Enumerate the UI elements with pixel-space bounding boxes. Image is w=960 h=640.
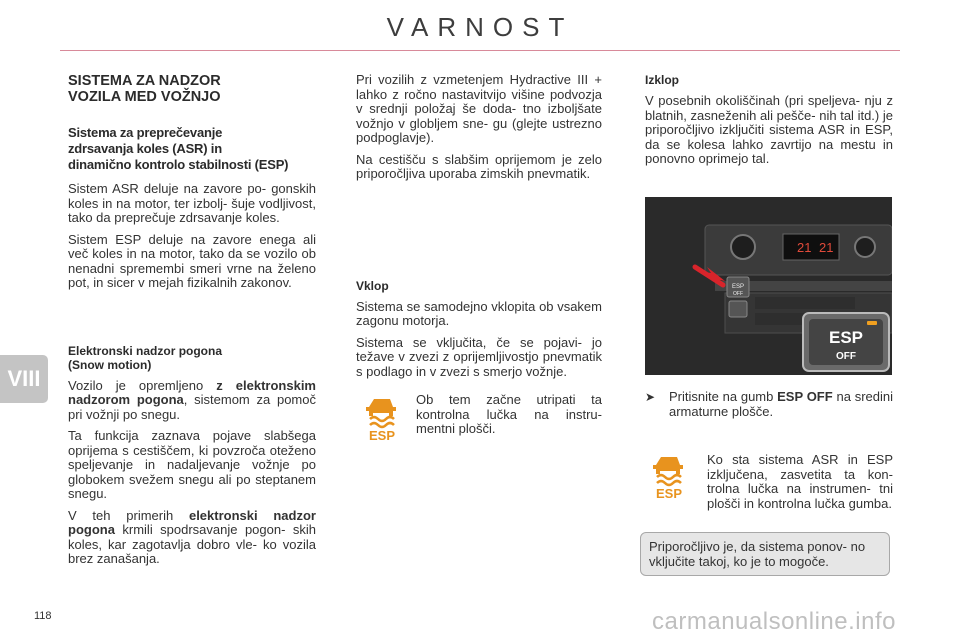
- winter-tyres-paragraph: Na cestišču s slabšim oprijemom je zelo priporočljiva uporaba zimskih pnevmatik.: [356, 151, 602, 181]
- esp-paragraph: Sistem ESP deluje na zavore enega ali več koles in na motor, tako da se vozilo ob nenadni spremembi smeri vrne na želeno pot, in sicer v mejah fizikalnih zakonov.: [68, 231, 316, 290]
- subsection-title: Sistema za preprečevanje zdrsavanja koles (ASR) in dinamično kontrolo stabilnosti (ESP): [68, 125, 289, 172]
- esp-off-button-label: ESP: [828, 328, 864, 347]
- lamp-steady-text: Ko sta sistema ASR in ESP izključena, zasvetita ta kon- trolna lučka na instrumen- tni plošči in kontrolna lučka gumba.: [707, 452, 893, 511]
- page-title: VARNOST: [386, 12, 574, 42]
- instruction-text: Pritisnite na gumb ESP OFF na sredini armaturne plošče.: [669, 389, 893, 419]
- small-esp-button-sublabel: OFF: [733, 291, 743, 297]
- snow-paragraph-3: V teh primerih elektronski nadzor pogona krmili spodrsavanje pogon- skih koles, kar zagotavlja dobro vle- ko vozila brez zanašanja.: [68, 507, 316, 566]
- recommendation-note: Priporočljivo je, da sistema ponov- no vključite takoj, ko je to mogoče.: [640, 532, 890, 576]
- header-divider: [60, 50, 900, 51]
- snow-paragraph-1: Vozilo je opremljeno z elektronskim nadzorom pogona, sistemom za pomoč pri vožnji po snegu.: [68, 377, 316, 422]
- watermark: carmanualsonline.info: [652, 608, 896, 635]
- asr-paragraph: Sistem ASR deluje na zavore po- gonskih koles in na motor, ter izbolj- šuje vodljivost, tako da preprečuje zdrsavanje koles.: [68, 181, 316, 225]
- column-right-lower: [645, 390, 893, 511]
- section-title: SISTEMA ZA NADZOR VOZILA MED VOŽNJO: [68, 73, 221, 105]
- hydractive-paragraph: Pri vozilih z vzmetenjem Hydractive III + lahko z ročno nastavitvijo višine podvozja v srednji položaj še doda- tno izboljšate vožnjo v globljem sne- gu (glejte ustrezno podpoglavje).: [356, 72, 602, 145]
- esp-off-button-sublabel: OFF: [836, 351, 856, 362]
- instruction-item: [645, 390, 893, 419]
- esp-lamp-steady: [645, 453, 893, 511]
- snow-motion-heading: Elektronski nadzor pogona (Snow motion): [68, 343, 223, 372]
- column-middle: [356, 73, 602, 441]
- izklop-heading: Izklop: [645, 73, 680, 87]
- small-esp-button-label: ESP: [731, 284, 745, 290]
- temp-left-readout: 21: [797, 240, 812, 255]
- izklop-paragraph: V posebnih okoliščinah (pri speljeva- nju z blatnih, zasneženih ali pešče- nih tal itd.) je priporočljivo izključiti sistema ASR in ESP, da se kolesa lahko zavrtijo na mestu in ponovno oprimejo tal.: [645, 93, 893, 166]
- vklop-paragraph-1: Sistema se samodejno vklopita ob vsakem zagonu motorja.: [356, 298, 602, 328]
- esp-lamp-flashing: [356, 393, 602, 441]
- lamp-flashing-text: Ob tem začne utripati ta kontrolna lučka na instru- mentni plošči.: [416, 392, 602, 436]
- vklop-heading: Vklop: [356, 278, 389, 293]
- esp-icon-label-2: ESP: [655, 486, 683, 499]
- column-left: [68, 73, 316, 574]
- page-number: 118: [34, 610, 52, 622]
- vklop-paragraph-2: Sistema se vključita, če se pojavi- jo težave v zvezi z oprijemljivostjo pnevmatik s podlago in v zvezi s smerjo vožnje.: [356, 334, 602, 379]
- dashboard-photo: [645, 197, 892, 375]
- esp-warning-icon-2: [649, 455, 689, 499]
- esp-icon-label: ESP: [368, 428, 396, 441]
- arrow-bullet-icon: ➤: [645, 390, 656, 404]
- snow-paragraph-2: Ta funkcija zaznava pojave slabšega oprijema s cestiščem, ki povzroča oteženo speljevanje in nadaljevanje vožnje po globokem svežem snegu ali po steptanem snegu.: [68, 428, 316, 501]
- chapter-tab: VIII: [0, 355, 48, 403]
- esp-warning-icon: [362, 397, 402, 441]
- dashboard-illustration: [645, 197, 892, 375]
- column-right: [645, 73, 893, 174]
- temp-right-readout: 21: [819, 240, 834, 255]
